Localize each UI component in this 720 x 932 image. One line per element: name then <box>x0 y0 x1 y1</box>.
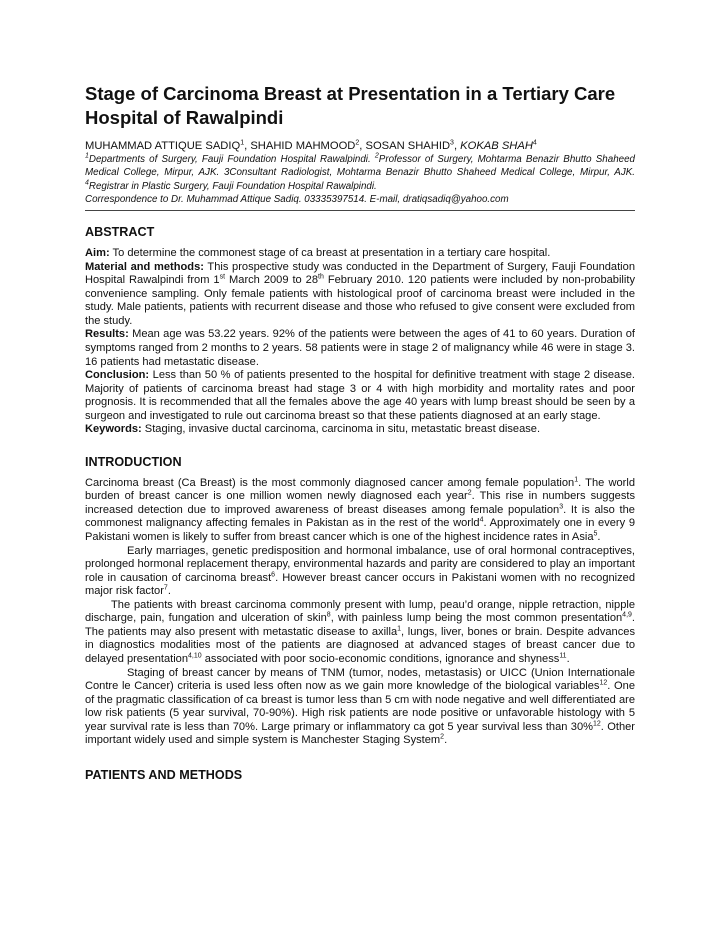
keywords-text: Staging, invasive ductal carcinoma, carcinoma in situ, metastatic breast disease. <box>141 423 541 436</box>
author-1-sup: 1 <box>240 139 245 147</box>
p1-sup-5: 5 <box>593 530 598 538</box>
affil-sup-4: 4 <box>85 179 89 187</box>
methods-label: Material and methods: <box>85 260 204 273</box>
author-4-sup: 4 <box>532 139 537 147</box>
p4-sup-2: 12 <box>593 720 601 727</box>
results-text: Mean age was 53.22 years. 92% of the patients were between the ages of 41 to 60 years. Duration of symptoms ranged from 2 months to 2 years. 58 patients were in stage 2 of malignancy while 46 were in stage 3. 16 patients had metastatic disease. <box>85 328 635 368</box>
p4-sup-3: 2 <box>440 733 445 741</box>
author-3: SOSAN SHAHID <box>365 140 451 152</box>
author-3-sup: 3 <box>450 139 454 147</box>
affil-4: Registrar in Plastic Surgery, Fauji Foundation Hospital Rawalpindi. <box>88 180 377 192</box>
p3-sup-4: 4,10 <box>188 652 202 660</box>
introduction-heading: INTRODUCTION <box>85 454 182 469</box>
p3-sup-1: 8 <box>326 611 331 619</box>
introduction-body <box>85 477 635 748</box>
abstract-results <box>85 328 635 369</box>
affil-2: Professor of Surgery, Mohtarma Benazir Bhutto Shaheed Medical College, Mirpur, AJK. 3Consultant Radiologist, Mohtarma Benazir Bhutto Shaheed Medical College, Mirpur, AJK. <box>85 154 635 179</box>
author-2: SHAHID MAHMOOD <box>250 140 356 152</box>
p3-sup-5: 11 <box>559 652 567 660</box>
intro-paragraph-4 <box>85 667 635 748</box>
p3-text-6: . <box>566 652 570 665</box>
conclusion-text: Less than 50 % of patients presented to the hospital for definitive treatment with stage 2 disease. Majority of patients of carcinoma breast had stage 3 or 4 with high morbidity and mortality rates and poor prognosis. It is recommended that all the females above the age 40 years with lump breast should be seen by a surgeon and investigated to rule out carcinoma breast so that these patients diagnosed at an early stage. <box>85 369 635 422</box>
author-2-sup: 2 <box>355 139 360 147</box>
results-label: Results: <box>85 328 129 341</box>
methods-text-1: This prospective study was conducted in the Department of Surgery, Fauji Foundation Hospital Rawalpindi from 1 <box>85 260 635 287</box>
intro-paragraph-1 <box>85 477 635 545</box>
p2-text-1: Early marriages, genetic predisposition and hormonal imbalance, use of oral hormonal contraceptives, prolonged hormonal replacement therapy, environmental hazards and parity are considered to play an important role in causation of carcinoma breast <box>85 544 635 584</box>
p4-text-4: . <box>444 734 448 747</box>
affil-sup-2: 2 <box>374 152 379 160</box>
abstract-methods <box>85 261 635 329</box>
methods-text-3: February 2010. 120 patients were included by non-probability convenience sampling. Only female patients with histological proof of carcinoma breast were included in the study. Male patients, patients with recurrent disease and those who refused to give consent were excluded from the study. <box>85 274 635 327</box>
p1-text-5: . Approximately one in every 9 Pakistani women is likely to suffer from breast cancer which is one of the highest incidence rates in Asia <box>85 517 635 544</box>
p3-text-5: associated with poor socio-economic conditions, ignorance and shyness <box>201 652 560 665</box>
p1-sup-3: 3 <box>559 503 564 511</box>
p1-sup-1: 1 <box>574 476 579 484</box>
p1-text-6: . <box>597 531 601 544</box>
p4-sup-1: 12 <box>599 679 608 687</box>
abstract-conclusion <box>85 369 635 423</box>
p3-sup-2: 4,9 <box>622 611 632 619</box>
abstract-body <box>85 247 635 437</box>
p3-sup-3: 1 <box>397 625 402 633</box>
author-4: KOKAB SHAH <box>460 140 533 152</box>
p4-text-1: Staging of breast cancer by means of TNM (tumor, nodes, metastasis) or UICC (Union Internationale Contre le Cancer) criteria is used less often now as we gain more knowledge of the biological variables <box>85 666 635 693</box>
author-list: MUHAMMAD ATTIQUE SADIQ$^1$, SHAHID MAHMOOD$^2$, SOSAN SHAHID$^3$, KOKAB SHAH$^4$ <box>85 139 537 152</box>
p2-sup-2: 7 <box>163 584 168 592</box>
methods-sup-1: st <box>219 273 226 281</box>
affil-1: Departments of Surgery, Fauji Foundation Hospital Rawalpindi. <box>88 154 371 165</box>
abstract-keywords <box>85 423 635 437</box>
p1-sup-2: 2 <box>467 489 472 497</box>
intro-paragraph-2 <box>85 545 635 599</box>
p2-sup-1: 6 <box>271 570 276 578</box>
methods-heading: PATIENTS AND METHODS <box>85 767 243 782</box>
p1-text-3: . This rise in numbers suggests increased detection due to improved awareness of breast diseases among female population <box>85 490 635 516</box>
p2-text-3: . <box>167 585 171 598</box>
paper-page <box>85 82 635 790</box>
abstract-heading: ABSTRACT <box>85 225 155 240</box>
p3-text-2: , with painless lump being the most common presentation <box>330 612 623 625</box>
p2-text-2: . However breast cancer occurs in Pakistani women with no recognized major risk factor <box>85 571 636 598</box>
p1-text-4: . It is also the commonest malignancy affecting females in Pakistan as in the rest of the world <box>85 503 635 530</box>
p1-text-2: . The world burden of breast cancer is one million women newly diagnosed each year <box>85 476 635 503</box>
affil-sup-1: 1 <box>85 152 89 160</box>
correspondence: Correspondence to Dr. Muhammad Attique Sadiq. 03335397514. E-mail, dratiqsadiq@yahoo.com <box>85 193 509 205</box>
keywords-label: Keywords: <box>85 423 142 436</box>
header-divider <box>85 210 635 211</box>
p3-text-4: , lungs, liver, bones or brain. Despite advances in diagnostics modalities most of the patients are diagnosed at advanced stages of breast cancer due to delayed presentation <box>85 625 635 665</box>
author-1: MUHAMMAD ATTIQUE SADIQ <box>85 140 241 152</box>
methods-sup-2: th <box>318 273 324 281</box>
affiliations <box>85 153 635 193</box>
aim-text: To determine the commonest stage of ca breast at presentation in a tertiary care hospital. <box>109 247 551 260</box>
aim-label: Aim: <box>85 247 110 260</box>
intro-paragraph-3 <box>85 599 635 667</box>
methods-text-2: March 2009 to 28 <box>225 274 319 287</box>
paper-title: Stage of Carcinoma Breast at Presentation in a Tertiary Care Hospital of Rawalpindi <box>85 83 616 128</box>
p4-text-3: . Other important widely used and simple system is Manchester Staging System <box>85 720 635 747</box>
p4-text-2: . One of the pragmatic classification of ca breast is tumor less than 5 cm with node negative and well differentiated are low risk patients (5 year survival, 70-90%). High risk patients are node positive or unfavorable histology with 5 year survival rate is less than 70%. Large primary or inflammatory ca got 5 year survival less than 30% <box>85 680 635 733</box>
p3-text-1: The patients with breast carcinoma commonly present with lump, peau’d orange, nipple retraction, nipple discharge, pain, fungation and ulceration of skin <box>85 598 635 625</box>
p1-sup-4: 4 <box>479 516 484 524</box>
conclusion-label: Conclusion: <box>85 369 150 382</box>
p3-text-3: . The patients may also present with metastatic disease to axilla <box>85 612 635 638</box>
p1-text-1: Carcinoma breast (Ca Breast) is the most commonly diagnosed cancer among female population <box>85 476 575 489</box>
abstract-aim <box>85 247 635 261</box>
